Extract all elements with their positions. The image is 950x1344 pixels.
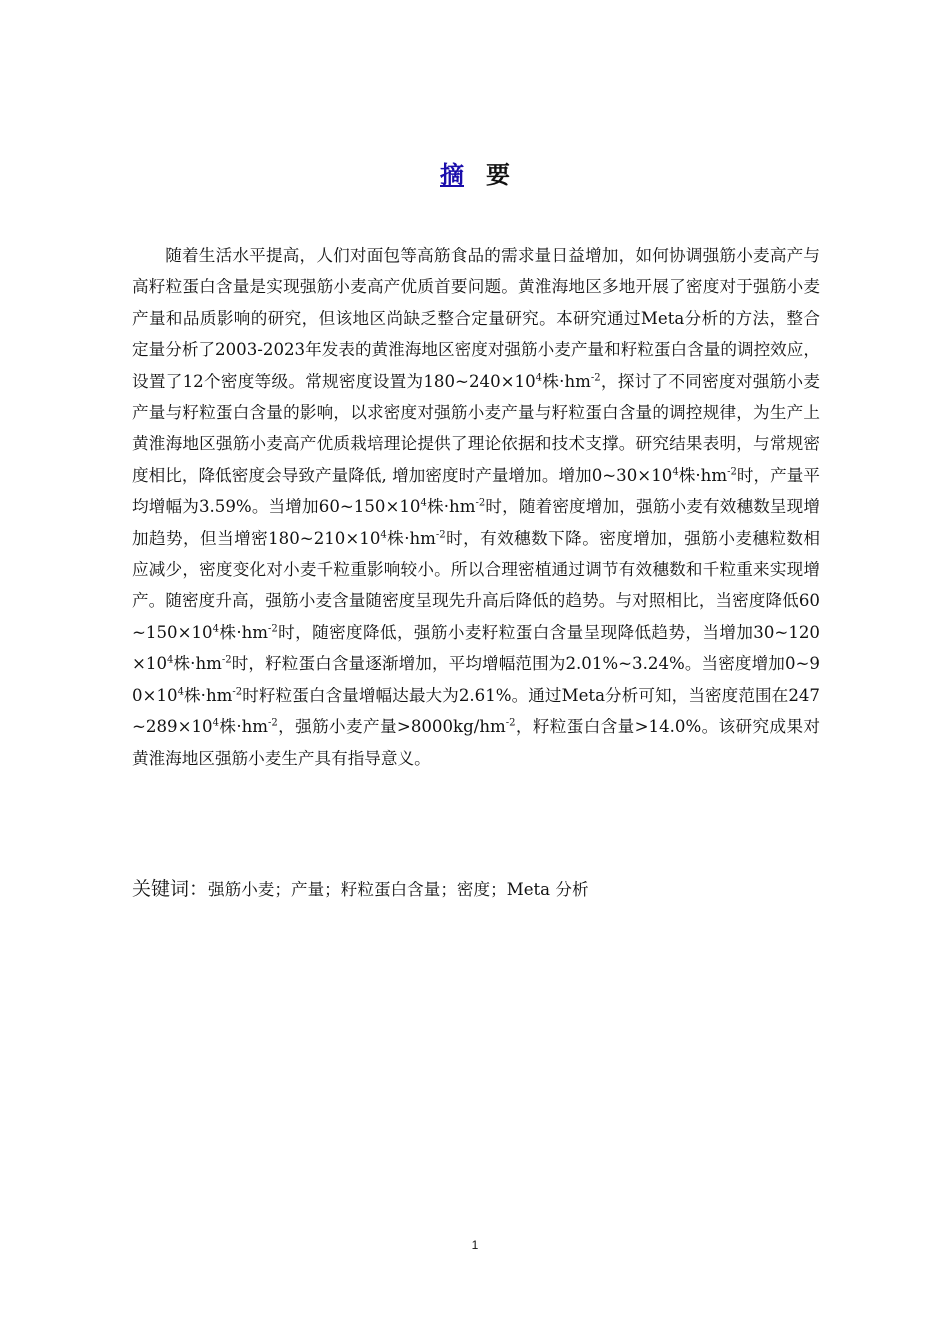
superscript: 4 [420, 497, 427, 509]
page-number: 1 [471, 1238, 479, 1252]
superscript: -2 [505, 717, 516, 729]
abstract-text: ，强筋小麦产量>8000kg/hm [277, 717, 506, 737]
unit-text: 株·hm [173, 654, 222, 674]
unit-text: 株·hm [386, 528, 436, 548]
superscript: 4 [672, 466, 679, 478]
superscript: -2 [268, 623, 278, 635]
abstract-title-link[interactable]: 摘 [440, 161, 464, 189]
superscript: 4 [535, 372, 543, 384]
superscript: 4 [212, 623, 219, 635]
abstract-text: ，探讨了不同密度对强筋小麦产量与籽粒蛋白含量的影响，以求密度对强筋小麦产量与籽粒蛋白含量的调控规律，为生产上黄淮海地区强筋小麦高产优质栽培理论提供了理论依据和技术支撑。研究结果表明，与常规密度相比，降低密度会导致产量降低, 增加密度时产量增加。增加0~30×10 [132, 371, 821, 485]
unit-text: 株·hm [426, 497, 476, 517]
abstract-paragraph [132, 240, 820, 774]
abstract-text: 随着生活水平提高，人们对面包等高筋食品的需求量日益增加，如何协调强筋小麦高产与高籽粒蛋白含量是实现强筋小麦高产优质首要问题。黄淮海地区多地开展了密度对于强筋小麦产量和品质影响的研究，但该地区尚缺乏整合定量研究。本研究通过Meta分析的方法，整合定量分析了2003-2023年发表的黄淮海地区密度对强筋小麦产量和籽粒蛋白含量的调控效应，设置了12个密度等级。常规密度设置为180~240×10 [132, 246, 820, 391]
superscript: -2 [475, 497, 486, 509]
keywords-line [132, 874, 820, 905]
abstract-body [132, 240, 820, 774]
abstract-text: 时，产量平均增幅为3.59%。当增加60~150×10 [132, 465, 820, 517]
superscript: -2 [268, 717, 278, 729]
abstract-text: 时，籽粒蛋白含量逐渐增加，平均增幅范围为2.01%~3.24%。当密度增加0~90×10 [132, 654, 820, 705]
superscript: -2 [727, 466, 737, 478]
abstract-title [0, 155, 950, 190]
unit-text: 株·hm [542, 371, 591, 391]
keywords-label: 关键词： [132, 878, 209, 900]
superscript: -2 [232, 686, 243, 698]
superscript: -2 [435, 529, 446, 541]
superscript: 4 [167, 654, 174, 666]
unit-text: 株·hm [218, 622, 269, 642]
superscript: -2 [221, 654, 232, 666]
superscript: 4 [177, 686, 184, 698]
superscript: -2 [590, 372, 601, 384]
superscript: 4 [380, 529, 387, 541]
abstract-title-char: 要 [486, 161, 510, 189]
abstract-text: ，籽粒蛋白含量>14.0%。该研究成果对黄淮海地区强筋小麦生产具有指导意义。 [132, 717, 821, 768]
keywords-text: 强筋小麦；产量；籽粒蛋白含量；密度；Meta 分析 [208, 880, 589, 899]
abstract-text: 时，随着密度增加，强筋小麦有效穗数呈现增加趋势，但当增密180~210×10 [132, 497, 821, 548]
unit-text: 株·hm [218, 717, 269, 737]
abstract-text: 时籽粒蛋白含量增幅达最大为2.61%。通过Meta分析可知，当密度范围在247~289×10 [132, 685, 820, 737]
abstract-text: 时，随密度降低，强筋小麦籽粒蛋白含量呈现降低趋势，当增加30~120×10 [132, 622, 820, 674]
superscript: 4 [212, 717, 219, 729]
unit-text: 株·hm [183, 685, 233, 705]
abstract-text: 时，有效穗数下降。密度增加，强筋小麦穗粒数相应减少，密度变化对小麦千粒重影响较小。所以合理密植通过调节有效穗数和千粒重来实现增产。随密度升高，强筋小麦含量随密度呈现先升高后降低的趋势。与对照相比，当密度降低60~150×10 [132, 528, 820, 642]
unit-text: 株·hm [678, 465, 728, 485]
